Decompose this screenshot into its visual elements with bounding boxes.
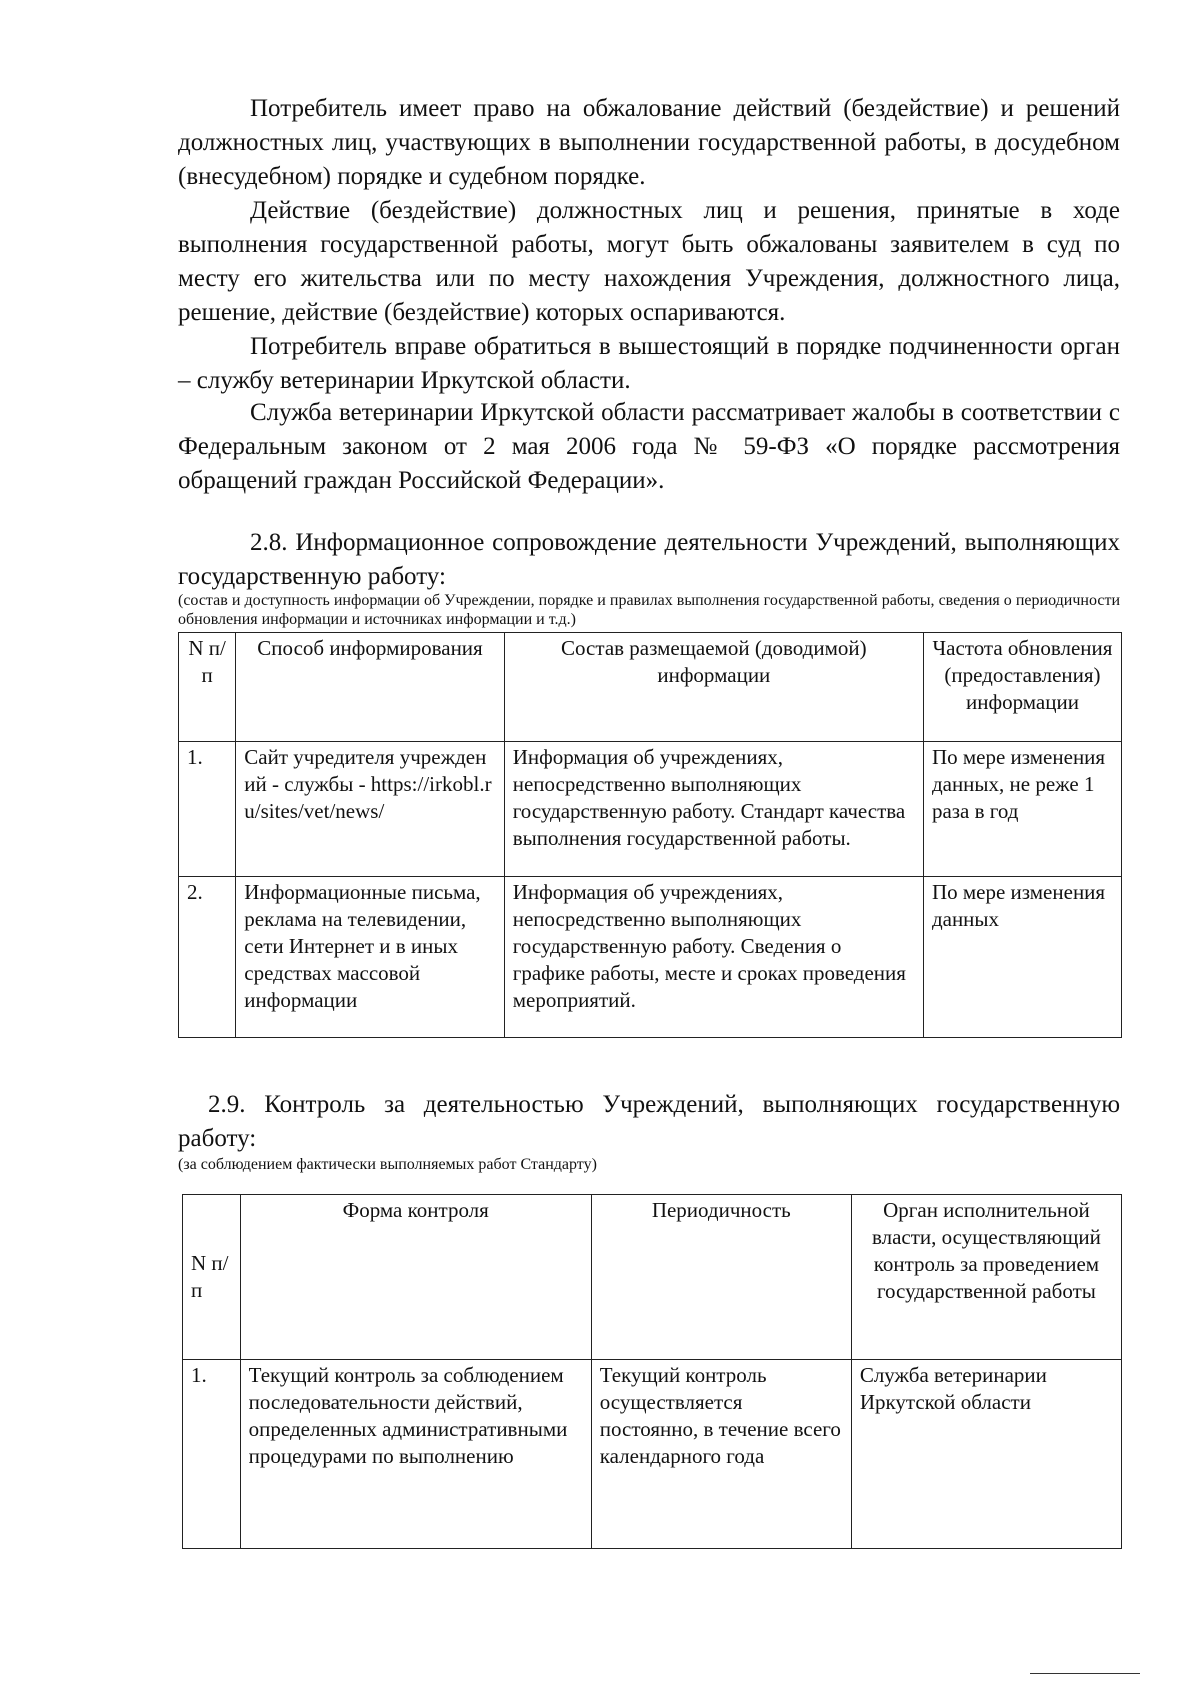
paragraph-higher-authority: Потребитель вправе обратиться в вышестоящий в порядке подчиненности орган – службу ветеринарии Иркутской области. [178,333,1120,394]
row-method: Сайт учредителя учреждений - службы - https://irkobl.ru/sites/vet/news/ [236,742,504,877]
row-num: 1. [179,742,236,877]
header-frequency: Частота обновления (предоставления) информации [923,633,1121,742]
header-num: N п/п [183,1195,241,1360]
row-method: Информационные письма, реклама на телевидении, сети Интернет и в иных средствах массовой информации [236,877,504,1038]
control-table-header [183,1195,1122,1360]
section-2-8-heading: 2.8. Информационное сопровождение деятельности Учреждений, выполняющих государственную работу: [178,529,1120,590]
row-authority: Служба ветеринарии Иркутской области [851,1360,1121,1549]
header-num: N п/п [179,633,236,742]
section-2-8-note: (состав и доступность информации об Учреждении, порядке и правилах выполнения государственной работы, сведения о периодичности обновления информации и источниках информации и т.д.) [178,592,1120,628]
header-form: Форма контроля [240,1195,591,1360]
info-table-header [179,633,1122,742]
table-row [183,1360,1122,1549]
row-period: Текущий контроль осуществляется постоянно, в течение всего календарного года [591,1360,851,1549]
row-content: Информация об учреждениях, непосредственно выполняющих государственную работу. Стандарт качества выполнения государственной работы. [504,742,923,877]
row-content: Информация об учреждениях, непосредственно выполняющих государственную работу. Сведения о графике работы, месте и сроках проведения мероприятий. [504,877,923,1038]
table-row [179,742,1122,877]
section-2-9-note: (за соблюдением фактически выполняемых работ Стандарту) [178,1156,597,1173]
row-form: Текущий контроль за соблюдением последовательности действий, определенных административными процедурами по выполнению [240,1360,591,1549]
header-method: Способ информирования [236,633,504,742]
row-num: 2. [179,877,236,1038]
row-frequency: По мере изменения данных [923,877,1121,1038]
paragraph-complaints: Служба ветеринарии Иркутской области рассматривает жалобы в соответствии с Федеральным законом от 2 мая 2006 года № 59-ФЗ «О порядке рассмотрения обращений граждан Российской Федерации». [178,399,1120,494]
control-table [182,1194,1122,1549]
page-footer-line [1030,1673,1140,1674]
header-authority: Орган исполнительной власти, осуществляющий контроль за проведением государственной работы [851,1195,1121,1360]
paragraph-appeal-right: Потребитель имеет право на обжалование действий (бездействие) и решений должностных лиц, участвующих в выполнении государственной работы, в досудебном (внесудебном) порядке и судебном порядке. [178,95,1120,190]
paragraph-appeal-court: Действие (бездействие) должностных лиц и решения, принятые в ходе выполнения государственной работы, могут быть обжалованы заявителем в суд по месту его жительства или по месту нахождения Учреждения, должностного лица, решение, действие (бездействие) которых оспариваются. [178,197,1120,326]
header-period: Периодичность [591,1195,851,1360]
section-2-9-heading: 2.9. Контроль за деятельностью Учреждений, выполняющих государственную работу: [178,1091,1120,1152]
row-frequency: По мере изменения данных, не реже 1 раза в год [923,742,1121,877]
info-table [178,632,1122,1038]
table-row [179,877,1122,1038]
header-content: Состав размещаемой (доводимой) информации [504,633,923,742]
row-num: 1. [183,1360,241,1549]
